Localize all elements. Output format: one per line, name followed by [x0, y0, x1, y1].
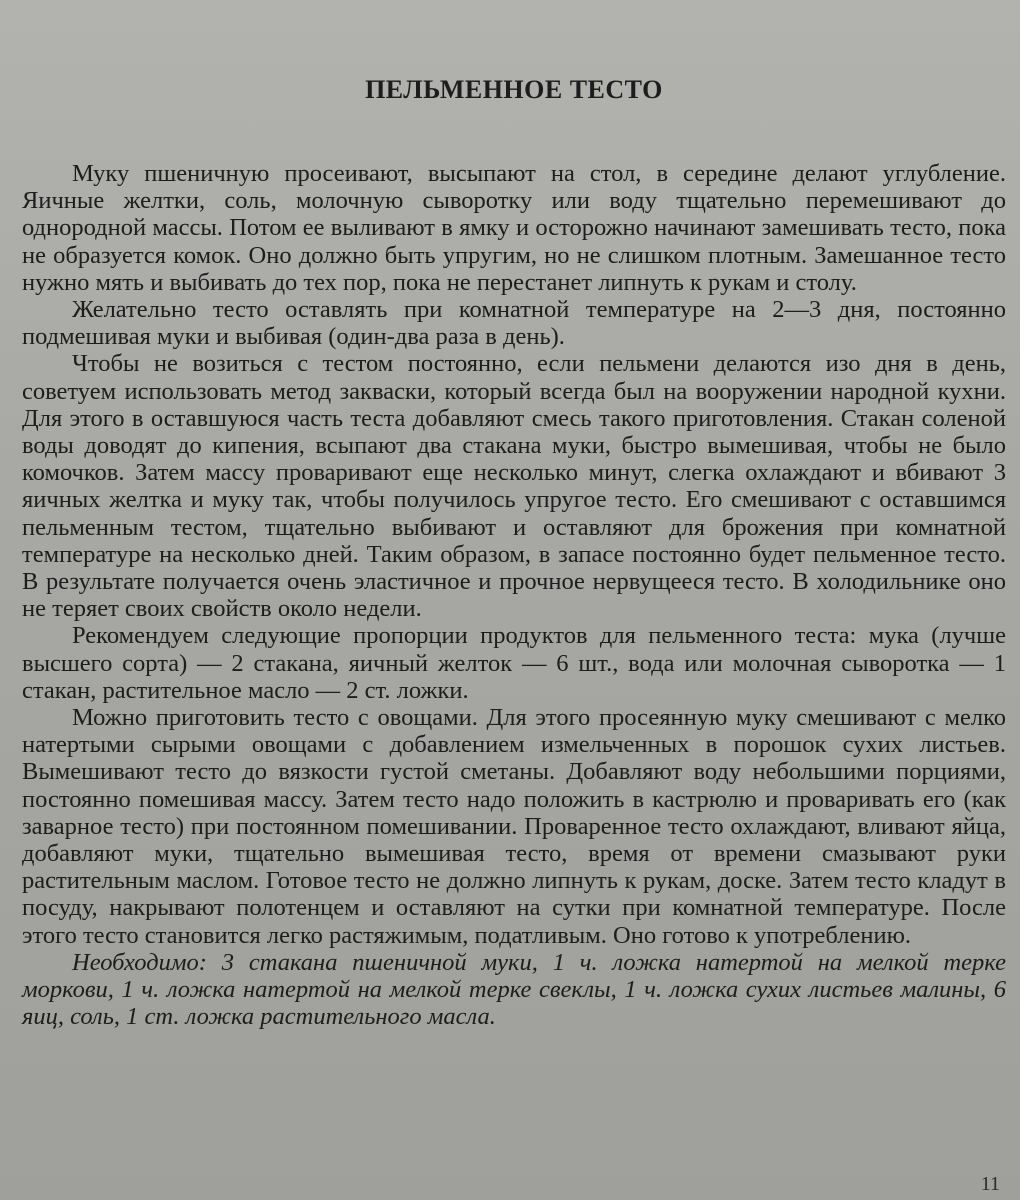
paragraph-preparation: Муку пшеничную просеивают, высыпают на стол, в середине делают углубление. Яичные желтки, соль, молочную сыворотку или воду тщательно перемешивают до однородной массы. Потом ее выливают в ямку и осторожно начинают замешивать тесто, пока не образуется комок. Оно должно быть упругим, но не слишком плотным. Замешанное тесто нужно мять и выбивать до тех пор, пока не перестанет липнуть к рукам и столу. — [22, 160, 1006, 296]
page-title: ПЕЛЬМЕННОЕ ТЕСТО — [365, 75, 663, 104]
page-number: 11 — [980, 1173, 1000, 1195]
paragraph-vegetable-dough: Можно приготовить тесто с овощами. Для этого просеянную муку смешивают с мелко натертыми сырыми овощами с добавлением измельченных в порошок сухих листьев. Вымешивают тесто до вязкости густой сметаны. Добавляют воду небольшими порциями, постоянно помешивая массу. Затем тесто надо положить в кастрюлю и проваривать его (как заварное тесто) при постоянном помешивании. Проваренное тесто охлаждают, вливают яйца, добавляют муки, тщательно вымешивая тесто, время от времени смазывают руки растительным маслом. Готовое тесто не должно липнуть к рукам, доске. Затем тесто кладут в посуду, накрывают полотенцем и оставляют на сутки при комнатной температуре. После этого тесто становится легко растяжимым, податливым. Оно готово к употреблению. — [22, 704, 1006, 949]
paragraph-resting: Желательно тесто оставлять при комнатной температуре на 2—3 дня, постоянно подмешивая муки и выбивая (один-два раза в день). — [22, 296, 1006, 351]
paragraph-starter-method: Чтобы не возиться с тестом постоянно, если пельмени делаются изо дня в день, советуем использовать метод закваски, который всегда был на вооружении народной кухни. Для этого в оставшуюся часть теста добавляют смесь такого приготовления. Стакан соленой воды доводят до кипения, всыпают два стакана муки, быстро вымешивая, чтобы не было комочков. Затем массу проваривают еще несколько минут, слегка охлаждают и вбивают 3 яичных желтка и муку так, чтобы получилось упругое тесто. Его смешивают с оставшимся пельменным тестом, тщательно выбивают и оставляют для брожения при комнатной температуре на несколько дней. Таким образом, в запасе постоянно будет пельменное тесто. В результате получается очень эластичное и прочное нервущееся тесто. В холодильнике оно не теряет своих свойств около недели. — [22, 350, 1006, 623]
book-page — [22, 70, 1006, 1195]
paragraph-proportions: Рекомендуем следующие пропорции продуктов для пельменного теста: мука (лучше высшего сорта) — 2 стакана, яичный желток — 6 шт., вода или молочная сыворотка — 1 стакан, растительное масло — 2 ст. ложки. — [22, 622, 1006, 704]
paragraph-ingredients: Необходимо: 3 стакана пшеничной муки, 1 ч. ложка натертой на мелкой терке моркови, 1 ч. ложка натертой на мелкой терке свеклы, 1 ч. ложка сухих листьев малины, 6 яиц, соль, 1 ст. ложка растительного масла. — [22, 948, 1006, 1031]
